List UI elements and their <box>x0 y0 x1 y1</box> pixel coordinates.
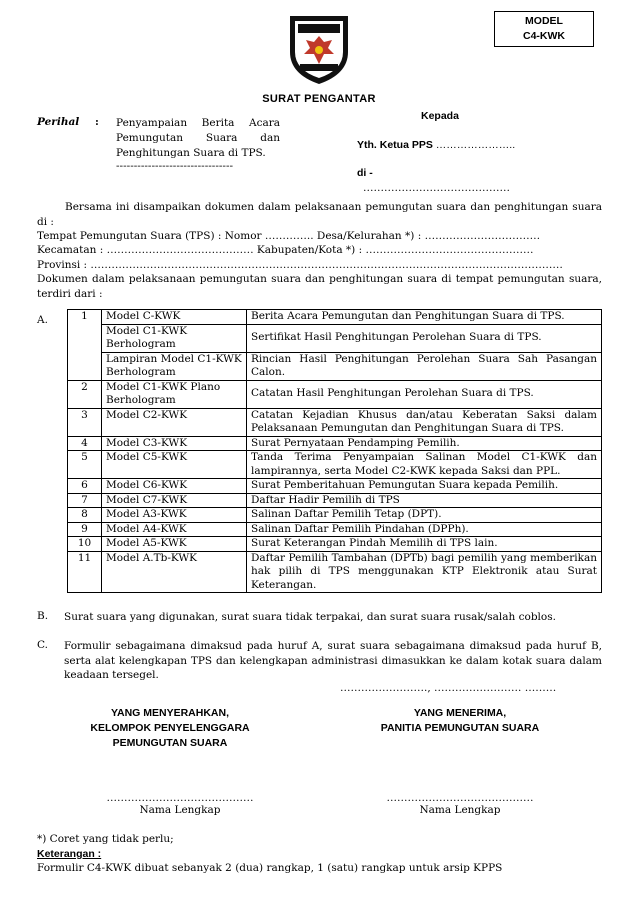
table-cell-desc: Surat Pemberitahuan Pemungutan Suara kepada Pemilih. <box>247 479 602 494</box>
sign-left-name: Nama Lengkap <box>139 804 221 816</box>
perihal-label: Perihal <box>37 116 80 128</box>
table-row <box>68 522 602 537</box>
table-cell-model: Model C2-KWK <box>102 408 247 436</box>
model-code: C4-KWK <box>523 30 565 42</box>
recipient-dots: ………………….. <box>435 139 516 151</box>
date-line: ……………………., ……………………. ……… <box>340 682 557 694</box>
sign-left-org2: PEMUNGUTAN SUARA <box>112 737 228 749</box>
table-row <box>68 537 602 552</box>
di-label: di - <box>357 167 373 179</box>
perihal-underline: --------------------------------- <box>116 160 234 172</box>
table-row <box>68 436 602 451</box>
kpu-shield-icon <box>286 12 352 86</box>
footnote: *) Coret yang tidak perlu; <box>37 833 174 845</box>
table-cell-model: Model C6-KWK <box>102 479 247 494</box>
table-row <box>68 451 602 479</box>
sign-left-org1: KELOMPOK PENYELENGGARA <box>90 722 250 734</box>
table-row <box>68 380 602 408</box>
model-label: MODEL <box>525 15 563 27</box>
documents-table <box>67 309 602 593</box>
section-b-letter: B. <box>37 610 49 622</box>
section-c-letter: C. <box>37 639 48 651</box>
table-cell-no: 6 <box>68 479 102 494</box>
table-cell-desc: Berita Acara Pemungutan dan Penghitungan Suara di TPS. <box>247 310 602 325</box>
section-a-letter: A. <box>37 314 48 326</box>
perihal-subject: Penyampaian Berita Acara Pemungutan Suara dan Penghitungan Suara di TPS. <box>116 117 280 159</box>
keterangan-label: Keterangan : <box>37 848 102 860</box>
table-cell-model: Model A.Tb-KWK <box>102 551 247 593</box>
table-cell-no: 7 <box>68 493 102 508</box>
table-row <box>68 508 602 523</box>
keterangan-text: Formulir C4-KWK dibuat sebanyak 2 (dua) rangkap, 1 (satu) rangkap untuk arsip KPPS <box>37 862 503 874</box>
table-cell-desc: Catatan Hasil Penghitungan Perolehan Suara di TPS. <box>247 380 602 408</box>
table-row <box>68 493 602 508</box>
sign-right-dots: …………………………………… <box>386 792 534 804</box>
table-cell-model: Model C5-KWK <box>102 451 247 479</box>
table-cell-model: Model C-KWK <box>102 310 247 325</box>
table-cell-desc: Rincian Hasil Penghitungan Perolehan Suara Sah Pasangan Calon. <box>247 352 602 380</box>
table-cell-model: Model C1-KWK Plano Berhologram <box>102 380 247 408</box>
kepada-label: Kepada <box>421 110 459 122</box>
provinsi-line: Provinsi : ……………………………………………………………………………………………………………………… <box>37 259 563 271</box>
table-row <box>68 352 602 380</box>
perihal-colon: : <box>95 116 99 128</box>
kpu-logo <box>286 12 352 86</box>
table-row <box>68 479 602 494</box>
table-cell-model: Model A4-KWK <box>102 522 247 537</box>
table-cell-desc: Tanda Terima Penyampaian Salinan Model C1-KWK dan lampirannya, serta Model C2-KWK kepada Saksi dan PPL. <box>247 451 602 479</box>
table-cell-model: Model C1-KWK Berhologram <box>102 324 247 352</box>
table-cell-desc: Surat Pernyataan Pendamping Pemilih. <box>247 436 602 451</box>
table-cell-no: 10 <box>68 537 102 552</box>
sign-left-heading <box>60 706 280 751</box>
table-cell-model: Model C7-KWK <box>102 493 247 508</box>
sign-right-heading <box>340 706 580 736</box>
table-cell-no: 11 <box>68 551 102 593</box>
table-cell-model: Model A5-KWK <box>102 537 247 552</box>
table-row <box>68 324 602 352</box>
recipient-title: Yth. Ketua PPS <box>357 139 433 151</box>
sign-right-org: PANITIA PEMUNGUTAN SUARA <box>380 722 540 734</box>
table-cell-no: 1 <box>68 310 102 381</box>
intro-paragraph: Bersama ini disampaikan dokumen dalam pelaksanaan pemungutan suara dan penghitungan suara di : <box>37 201 602 228</box>
sign-right-block <box>350 792 570 816</box>
perihal-text <box>116 116 280 171</box>
table-cell-desc: Surat Keterangan Pindah Memilih di TPS lain. <box>247 537 602 552</box>
table-cell-no: 8 <box>68 508 102 523</box>
model-code-box <box>494 11 594 47</box>
sign-left-dots: …………………………………… <box>106 792 254 804</box>
table-cell-model: Model C3-KWK <box>102 436 247 451</box>
table-cell-no: 2 <box>68 380 102 408</box>
table-cell-desc: Catatan Kejadian Khusus dan/atau Keberatan Saksi dalam Pelaksanaan Pemungutan dan Penghitungan Suara di TPS. <box>247 408 602 436</box>
table-cell-desc: Daftar Pemilih Tambahan (DPTb) bagi pemilih yang memberikan hak pilih di TPS menggunakan KTP Elektronik atau Surat Keterangan. <box>247 551 602 593</box>
section-c-text: Formulir sebagaimana dimaksud pada huruf A, surat suara sebagaimana dimaksud pada huruf B, serta alat kelengkapan TPS dan kelengkapan administrasi dimasukkan ke dalam kotak suara dalam keadaan tersegel. <box>64 640 602 681</box>
table-cell-desc: Sertifikat Hasil Penghitungan Perolehan Suara di TPS. <box>247 324 602 352</box>
tps-line: Tempat Pemungutan Suara (TPS) : Nomor ………….. Desa/Kelurahan *) : …………………………… <box>37 230 541 242</box>
kecamatan-line: Kecamatan : …………………………………… Kabupaten/Kota *) : ………………………………………… <box>37 244 534 256</box>
page-title: SURAT PENGANTAR <box>262 93 376 105</box>
recipient-line <box>357 139 515 151</box>
table-cell-model: Model A3-KWK <box>102 508 247 523</box>
table-cell-desc: Salinan Daftar Pemilih Pindahan (DPPh). <box>247 522 602 537</box>
sign-right-role: YANG MENERIMA, <box>413 707 507 719</box>
table-row <box>68 310 602 325</box>
table-cell-no: 3 <box>68 408 102 436</box>
table-cell-desc: Salinan Daftar Pemilih Tetap (DPT). <box>247 508 602 523</box>
sign-left-block <box>70 792 290 816</box>
dokumen-paragraph: Dokumen dalam pelaksanaan pemungutan suara dan penghitungan suara di tempat pemungutan suara, terdiri dari : <box>37 273 602 300</box>
table-cell-no: 9 <box>68 522 102 537</box>
sign-left-role: YANG MENYERAHKAN, <box>110 707 230 719</box>
table-cell-model: Lampiran Model C1-KWK Berhologram <box>102 352 247 380</box>
table-row <box>68 551 602 593</box>
di-dots: …………………………………… <box>363 182 510 194</box>
table-row <box>68 408 602 436</box>
sign-right-name: Nama Lengkap <box>419 804 501 816</box>
table-cell-no: 4 <box>68 436 102 451</box>
table-cell-desc: Daftar Hadir Pemilih di TPS <box>247 493 602 508</box>
section-b-text: Surat suara yang digunakan, surat suara tidak terpakai, dan surat suara rusak/salah coblos. <box>64 611 556 623</box>
table-cell-no: 5 <box>68 451 102 479</box>
